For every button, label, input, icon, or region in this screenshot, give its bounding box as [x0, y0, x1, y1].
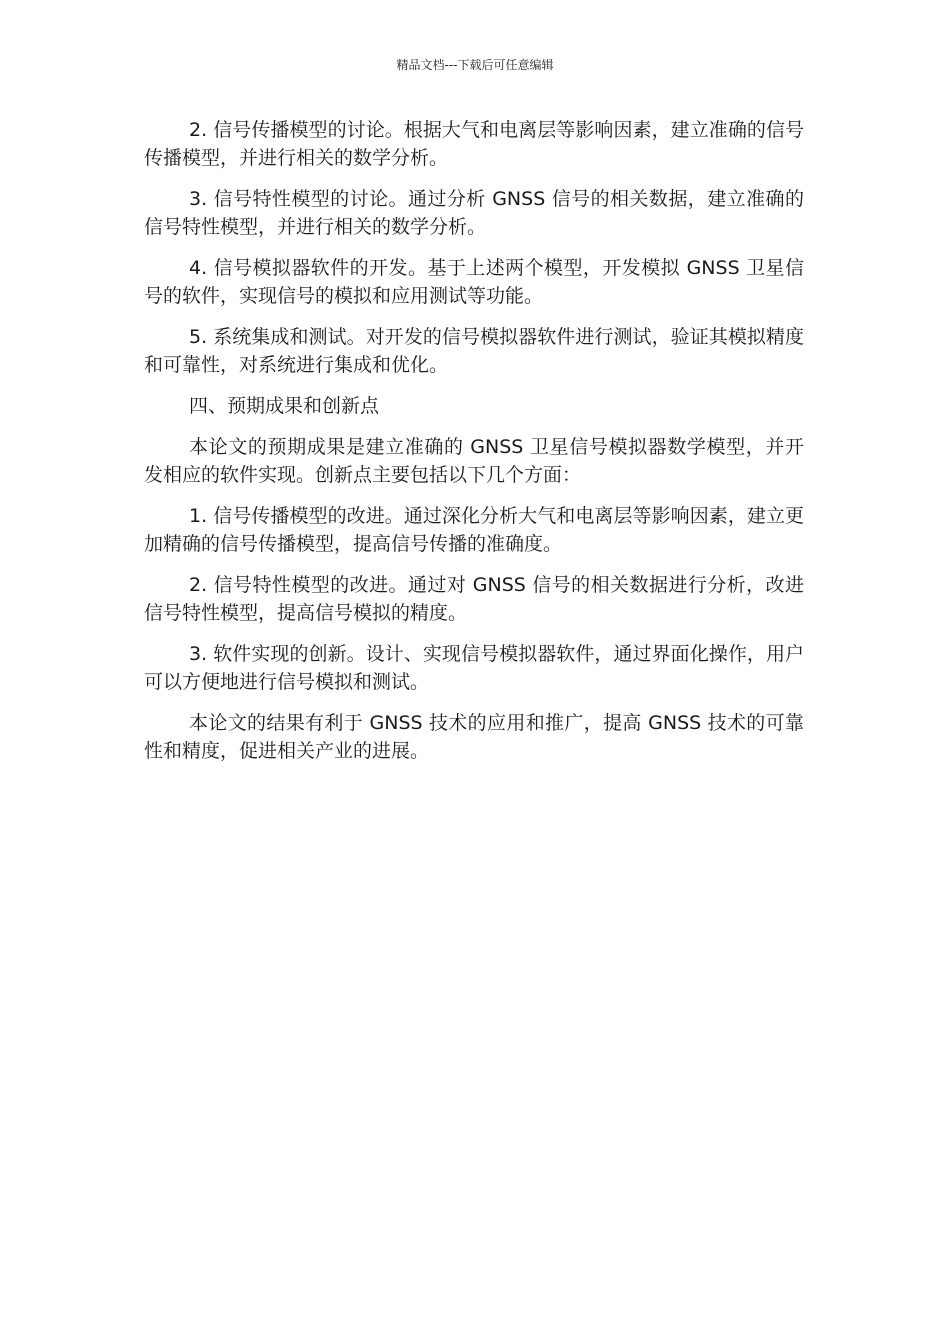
paragraph-conclusion: 本论文的结果有利于 GNSS 技术的应用和推广，提高 GNSS 技术的可靠性和精度，促进相关产业的进展。: [144, 712, 804, 762]
paragraph-innovation-2: 2. 信号特性模型的改进。通过对 GNSS 信号的相关数据进行分析，改进信号特性模型，提高信号模拟的精度。: [144, 574, 804, 624]
section-heading: 四、预期成果和创新点: [189, 395, 380, 417]
paragraph-item-5-integration: 5. 系统集成和测试。对开发的信号模拟器软件进行测试，验证其模拟精度和可靠性，对系统进行集成和优化。: [144, 326, 804, 376]
paragraph-item-2-propagation: 2. 信号传播模型的讨论。根据大气和电离层等影响因素，建立准确的信号传播模型，并进行相关的数学分析。: [144, 119, 804, 169]
paragraph-expected-results: 本论文的预期成果是建立准确的 GNSS 卫星信号模拟器数学模型，并开发相应的软件实现。创新点主要包括以下几个方面：: [144, 436, 804, 486]
page-header: 精品文档---下载后可任意编辑: [396, 58, 554, 72]
paragraph-item-4-software: 4. 信号模拟器软件的开发。基于上述两个模型，开发模拟 GNSS 卫星信号的软件，实现信号的模拟和应用测试等功能。: [144, 257, 804, 307]
paragraph-item-3-characteristics: 3. 信号特性模型的讨论。通过分析 GNSS 信号的相关数据，建立准确的信号特性模型，并进行相关的数学分析。: [144, 188, 804, 238]
paragraph-innovation-3: 3. 软件实现的创新。设计、实现信号模拟器软件，通过界面化操作，用户可以方便地进行信号模拟和测试。: [144, 643, 804, 693]
paragraph-innovation-1: 1. 信号传播模型的改进。通过深化分析大气和电离层等影响因素，建立更加精确的信号传播模型，提高信号传播的准确度。: [144, 505, 804, 555]
document-body: [144, 116, 804, 778]
